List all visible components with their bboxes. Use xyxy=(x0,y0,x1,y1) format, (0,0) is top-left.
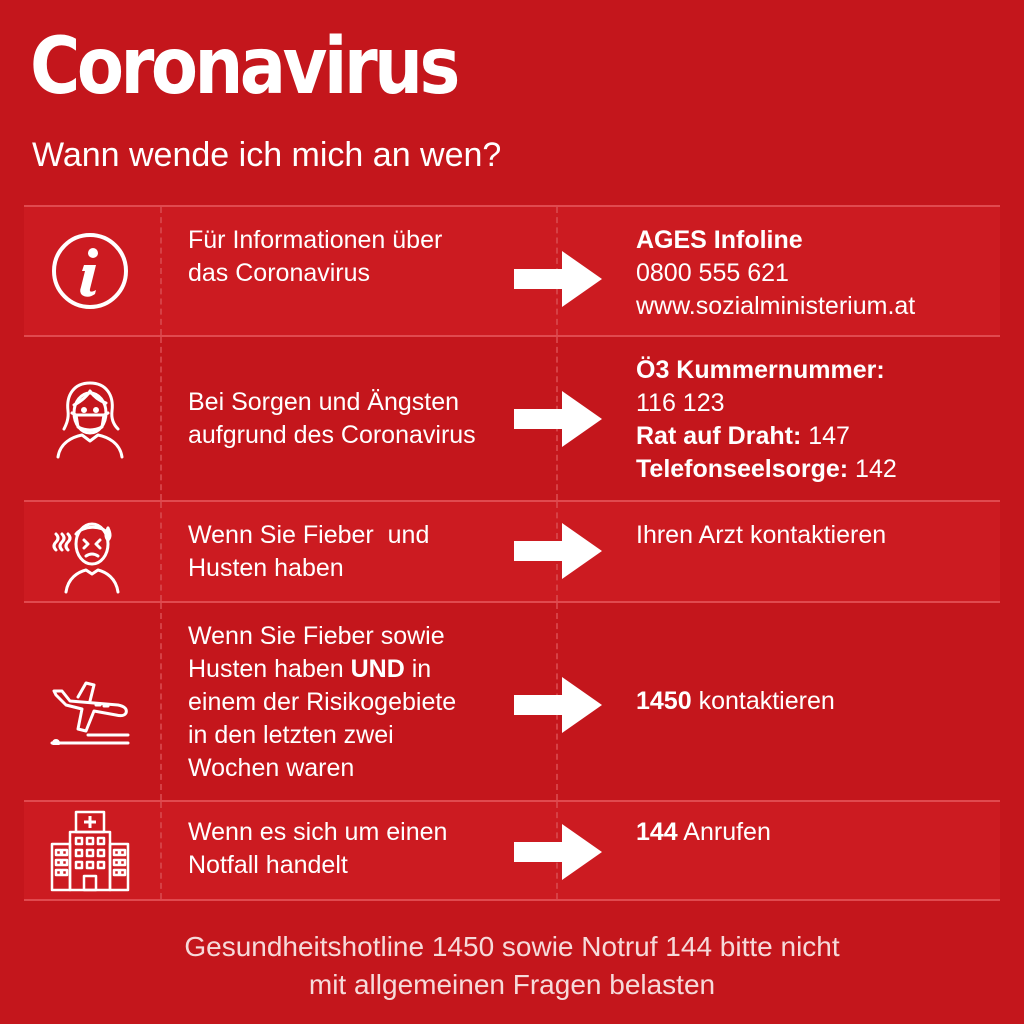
column-divider xyxy=(160,802,162,899)
column-divider xyxy=(160,502,162,601)
arrow-right-icon xyxy=(514,675,602,735)
table-row xyxy=(24,205,1000,335)
airplane-landing-icon xyxy=(48,661,132,745)
arrow-right-icon xyxy=(514,822,602,882)
row-description: Wenn es sich um einen Notfall handelt xyxy=(188,818,448,879)
info-icon xyxy=(48,229,132,313)
page-subtitle: Wann wende ich mich an wen? xyxy=(32,136,502,174)
table-row xyxy=(24,335,1000,500)
column-divider xyxy=(160,337,162,500)
row-contact: AGES Infoline 0800 555 621 www.sozialministerium.at xyxy=(636,226,916,320)
row-contact: Ö3 Kummernummer: 116 123 Rat auf Draht: 147 Telefonseelsorge: 142 xyxy=(636,356,897,483)
footer-note: Gesundheitshotline 1450 sowie Notruf 144 bitte nicht mit allgemeinen Fragen belasten xyxy=(184,931,840,1000)
row-contact: Ihren Arzt kontaktieren xyxy=(636,521,887,549)
row-description: Bei Sorgen und Ängsten aufgrund des Coronavirus xyxy=(188,388,476,449)
row-description: Wenn Sie Fieber sowie Husten haben UND in einem der Risikogebiete in den letzten zwei Wochen waren xyxy=(188,622,457,782)
hospital-icon xyxy=(48,808,132,892)
arrow-right-icon xyxy=(514,249,602,309)
column-divider xyxy=(160,207,162,335)
table-row xyxy=(24,500,1000,601)
row-contact: 144 Anrufen xyxy=(636,818,771,846)
table-row xyxy=(24,601,1000,800)
table-row xyxy=(24,800,1000,901)
row-contact: 1450 kontaktieren xyxy=(636,687,835,715)
row-description: Für Informationen über das Coronavirus xyxy=(188,226,443,287)
column-divider xyxy=(160,603,162,800)
sick-person-icon xyxy=(48,510,132,594)
page-title: Coronavirus xyxy=(30,22,457,112)
row-description: Wenn Sie Fieber und Husten haben xyxy=(188,521,430,582)
arrow-right-icon xyxy=(514,389,602,449)
masked-person-icon xyxy=(48,375,132,459)
arrow-right-icon xyxy=(514,521,602,581)
